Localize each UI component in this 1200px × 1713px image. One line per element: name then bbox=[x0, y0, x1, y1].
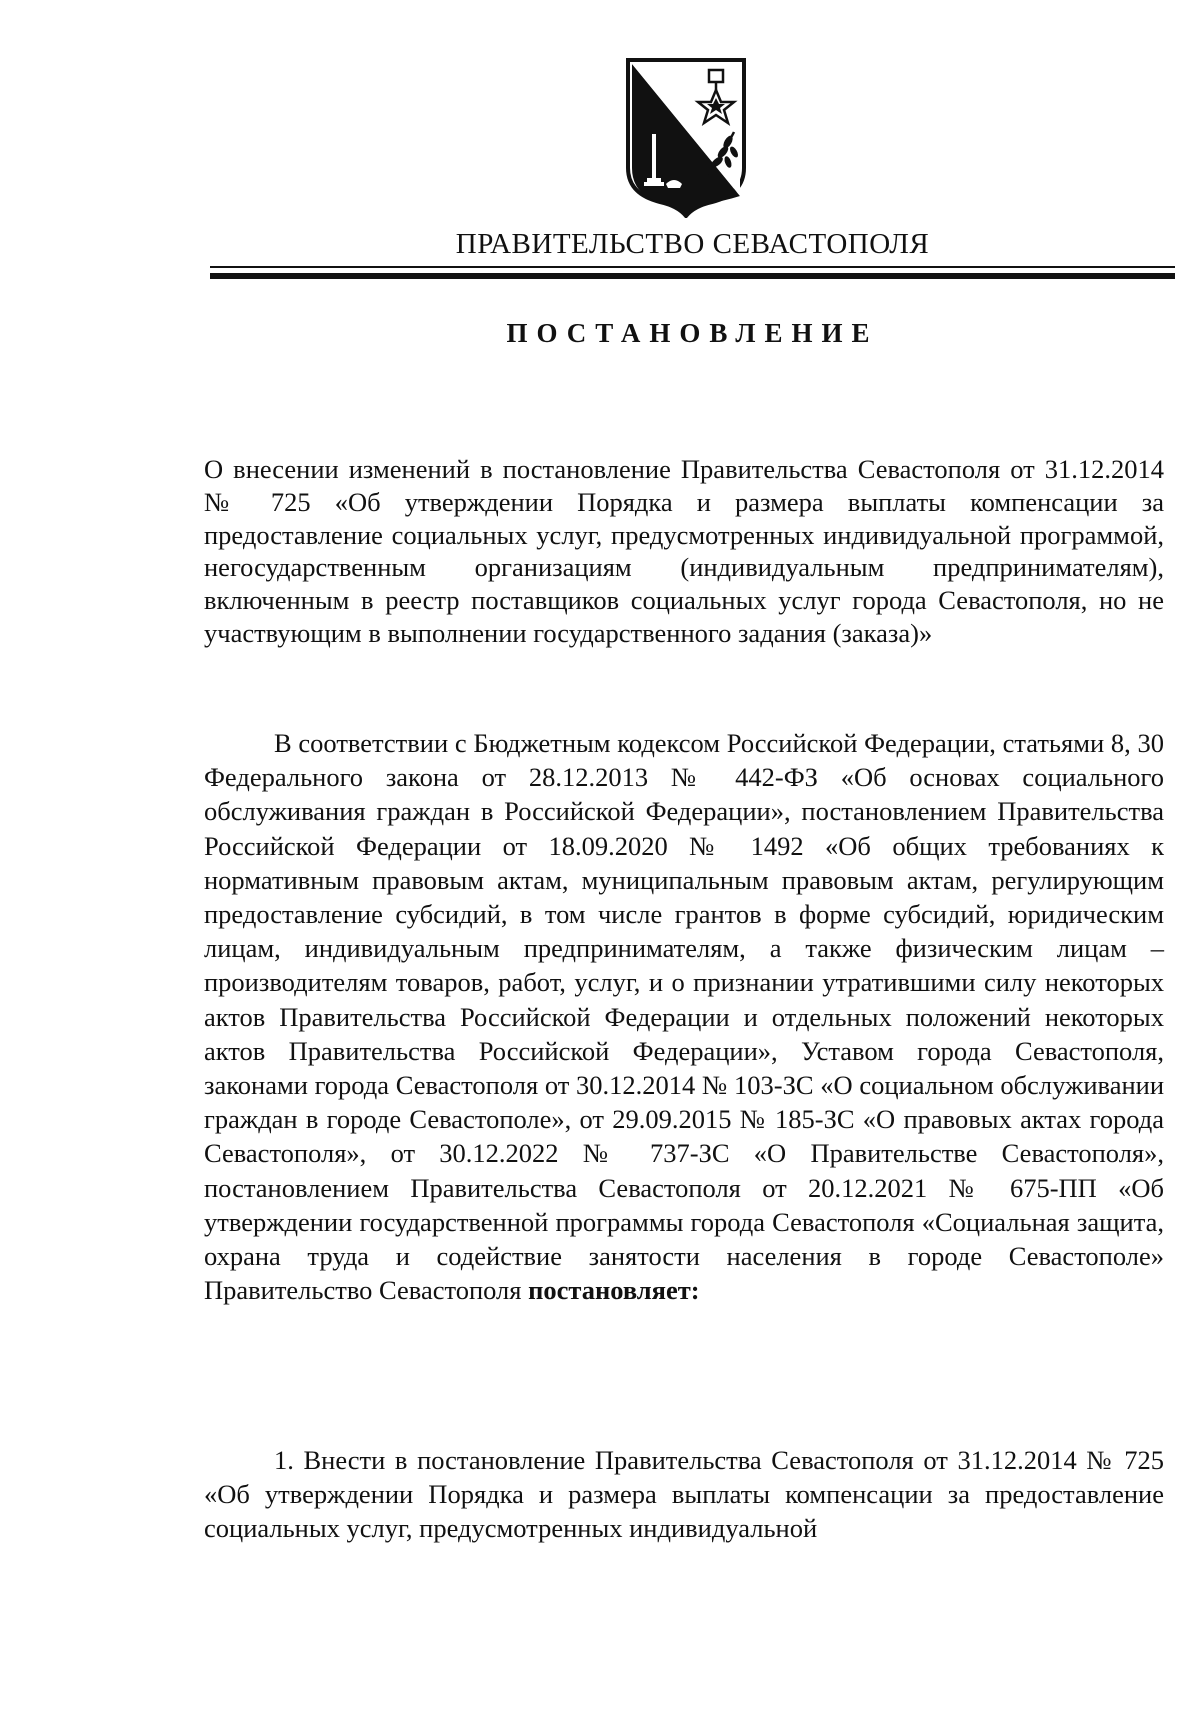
header-rule-thin bbox=[210, 266, 1175, 268]
government-name: ПРАВИТЕЛЬСТВО СЕВАСТОПОЛЯ bbox=[455, 228, 930, 260]
legal-basis-paragraph bbox=[204, 726, 1164, 1307]
legal-basis-text: В соответствии с Бюджетным кодексом Российской Федерации, статьями 8, 30 Федерального закона от 28.12.2013 № 442-ФЗ «Об основах социального обслуживания граждан в Российской Федерации», постановлением Правительства Российской Федерации от 18.09.2020 № 1492 «Об общих требованиях к нормативным правовым актам, муниципальным правовым актам, регулирующим предоставление субсидий, в том числе грантов в форме субсидий, юридическим лицам, индивидуальным предпринимателям, а также физическим лицам – производителям товаров, работ, услуг, и о признании утратившими силу некоторых актов Правительства Российской Федерации и отдельных положений некоторых актов Правительства Российской Федерации», Уставом города Севастополя, законами города Севастополя от 30.12.2014 № 103-ЗС «О социальном обслуживании граждан в городе Севастополе», от 29.09.2015 № 185-ЗС «О правовых актах города Севастополя», от 30.12.2022 № 737-ЗС «О Правительстве Севастополя», постановлением Правительства Севастополя от 20.12.2021 № 675-ПП «Об утверждении государственной программы города Севастополя «Социальная защита, охрана труда и содействие занятости населения в городе Севастополе» Правительство Севастополя bbox=[204, 728, 1164, 1306]
document-type: ПОСТАНОВЛЕНИЕ bbox=[506, 318, 879, 348]
document-subject: О внесении изменений в постановление Правительства Севастополя от 31.12.2014 № 725 «Об утверждении Порядка и размера выплаты компенсации за предоставление социальных услуг, предусмотренных индивидуальной программой, негосударственным организациям (индивидуальным предпринимателям), включенным в реестр поставщиков социальных услуг города Севастополя, но не участвующим в выполнении государственного задания (заказа)» bbox=[204, 454, 1164, 648]
decree-word: постановляет: bbox=[528, 1275, 700, 1306]
header-rule-thick bbox=[210, 273, 1175, 279]
item-1-paragraph: 1. Внести в постановление Правительства Севастополя от 31.12.2014 № 725 «Об утверждении Порядка и размера выплаты компенсации за предоставление социальных услуг, предусмотренных индивидуальной bbox=[204, 1445, 1164, 1544]
sevastopol-coat-of-arms-icon bbox=[622, 56, 750, 218]
